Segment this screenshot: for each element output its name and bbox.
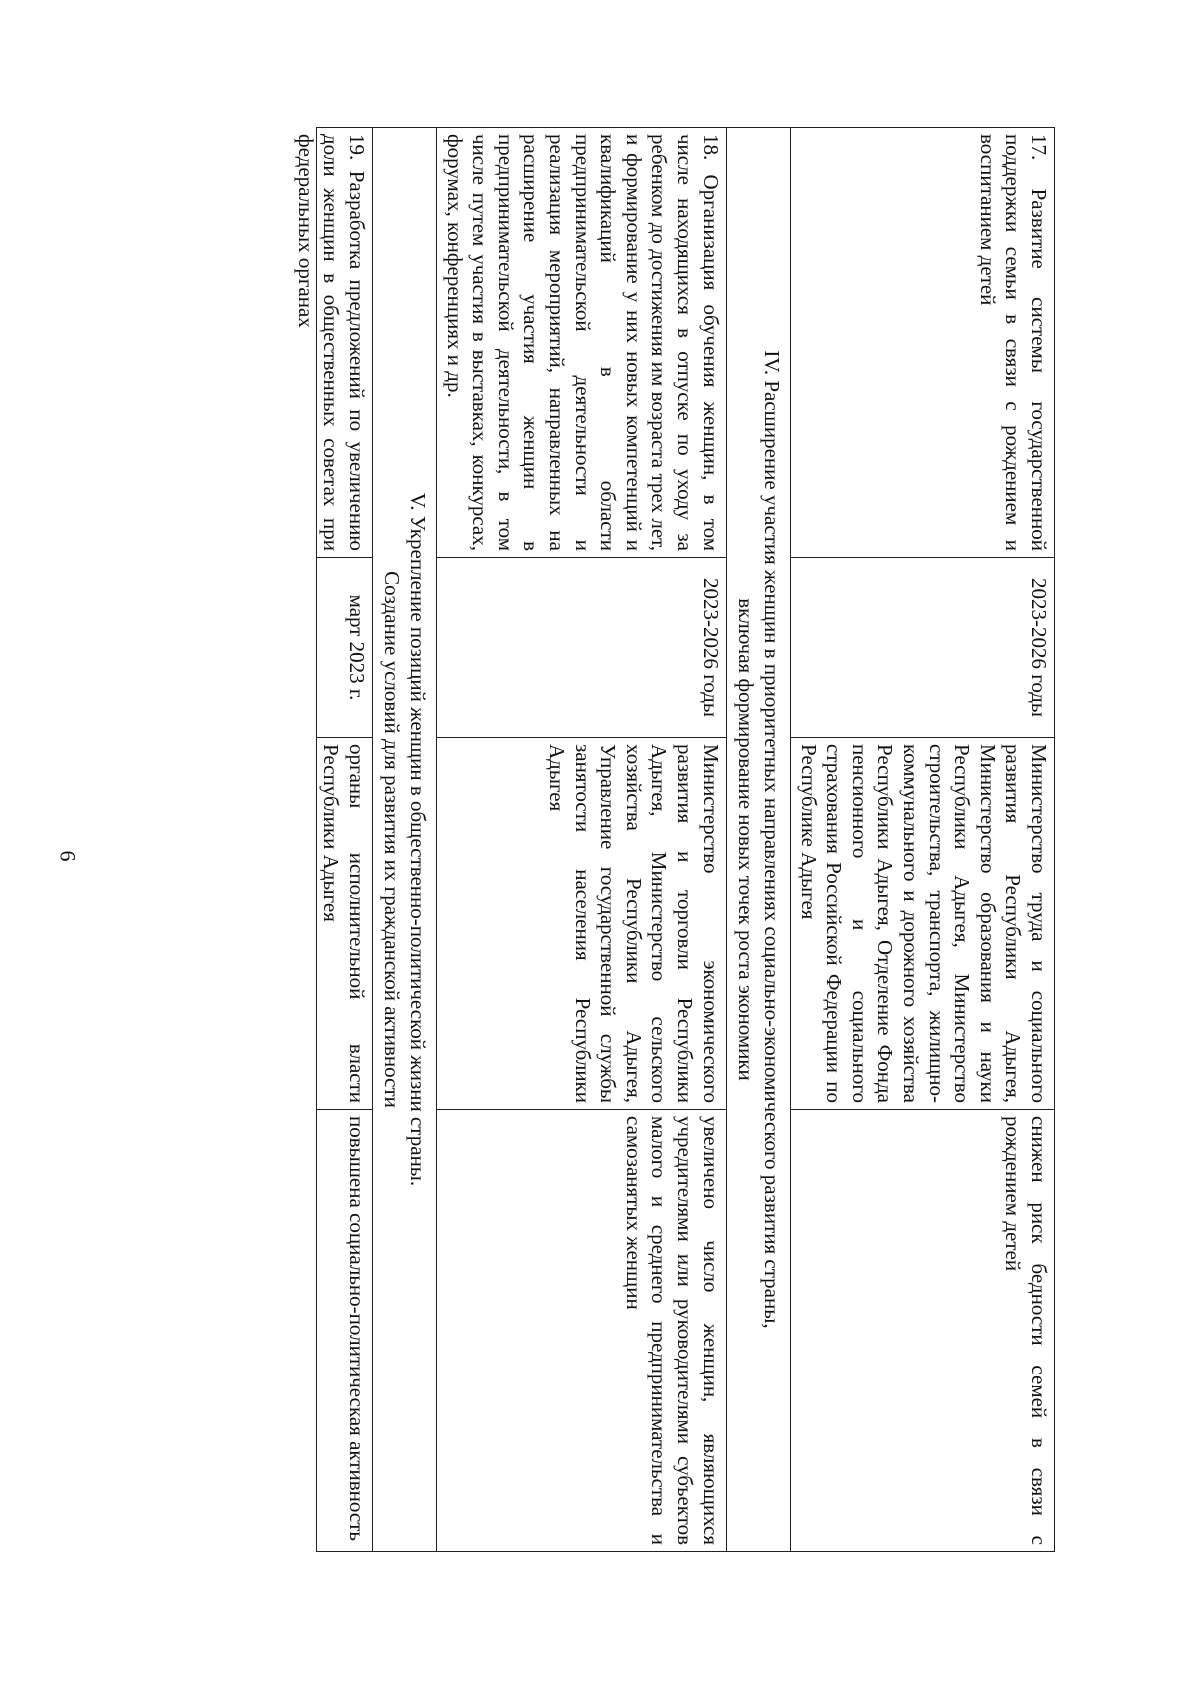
executors-text: органы исполнительной власти Республики Адыгея bbox=[319, 744, 369, 1103]
term-cell bbox=[316, 558, 372, 738]
executors-cell: Министерство труда и социального развития Республики Адыгея, Министерство образования и науки Республики Адыгея, Министерство строительства, транспорта, жилищно-коммунального и дорожного хозяйства Республики Адыгея, Отделение Фонда пенсионного и социального страхования Российской Федерации по Республике Адыгея bbox=[790, 738, 1054, 1110]
event-cell bbox=[293, 128, 372, 558]
section-heading-v bbox=[372, 128, 436, 1552]
executors-cell bbox=[316, 738, 372, 1110]
page-number: 6 bbox=[55, 850, 81, 862]
result-cell bbox=[316, 1110, 372, 1552]
rotated-table-wrapper bbox=[155, 127, 1055, 1551]
event-cell: 17. Развитие системы государственной поддержки семьи в связи с рождением и воспитанием детей bbox=[790, 128, 1054, 558]
table-row-17 bbox=[790, 128, 1054, 1552]
event-text: 19. Разработка предложений по увеличению доли женщин в общественных советах при федеральных органах bbox=[293, 134, 369, 551]
section-heading-row bbox=[726, 128, 790, 1552]
result-text: повышена социально-политическая активность bbox=[344, 1116, 369, 1542]
table-row-19 bbox=[316, 128, 372, 1552]
term-text: март 2023 г. bbox=[344, 594, 369, 701]
section-heading-line: Создание условий для развития их гражданской активности bbox=[380, 571, 405, 1108]
section-heading-row bbox=[372, 128, 436, 1552]
section-heading-iv bbox=[726, 128, 790, 1552]
result-cell: снижен риск бедности семей в связи с рождением детей bbox=[790, 1110, 1054, 1552]
term-cell: 2023-2026 годы bbox=[436, 558, 726, 738]
executors-cell: Министерство экономического развития и торговли Республики Адыгея, Министерство сельского хозяйства Республики Адыгея, Управление государственной службы занятости населения Республики Адыгея bbox=[436, 738, 726, 1110]
section-heading-line: включая формирование новых точек роста экономики bbox=[734, 598, 759, 1081]
measures-table bbox=[293, 127, 1055, 1552]
section-heading-line: IV. Расширение участия женщин в приоритетных направлениях социально-экономического развития страны, bbox=[759, 350, 784, 1329]
term-cell: 2023-2026 годы bbox=[790, 558, 1054, 738]
table-row-18 bbox=[436, 128, 726, 1552]
result-cell: увеличено число женщин, являющихся учредителями или руководителями субъектов малого и среднего предпринимательства и самозанятых женщин bbox=[436, 1110, 726, 1552]
event-cell: 18. Организация обучения женщин, в том числе находящихся в отпуске по уходу за ребенком до достижения им возраста трех лет, и формирование у них новых компетенций и квалификаций в области предпринимательской деятельности и реализация мероприятий, направленных на расширение участия женщин в предпринимательской деятельности, в том числе путем участия в выставках, конкурсах, форумах, конференциях и др. bbox=[436, 128, 726, 558]
section-heading-line: V. Укрепление позиций женщин в общественно-политической жизни страны. bbox=[405, 492, 430, 1187]
